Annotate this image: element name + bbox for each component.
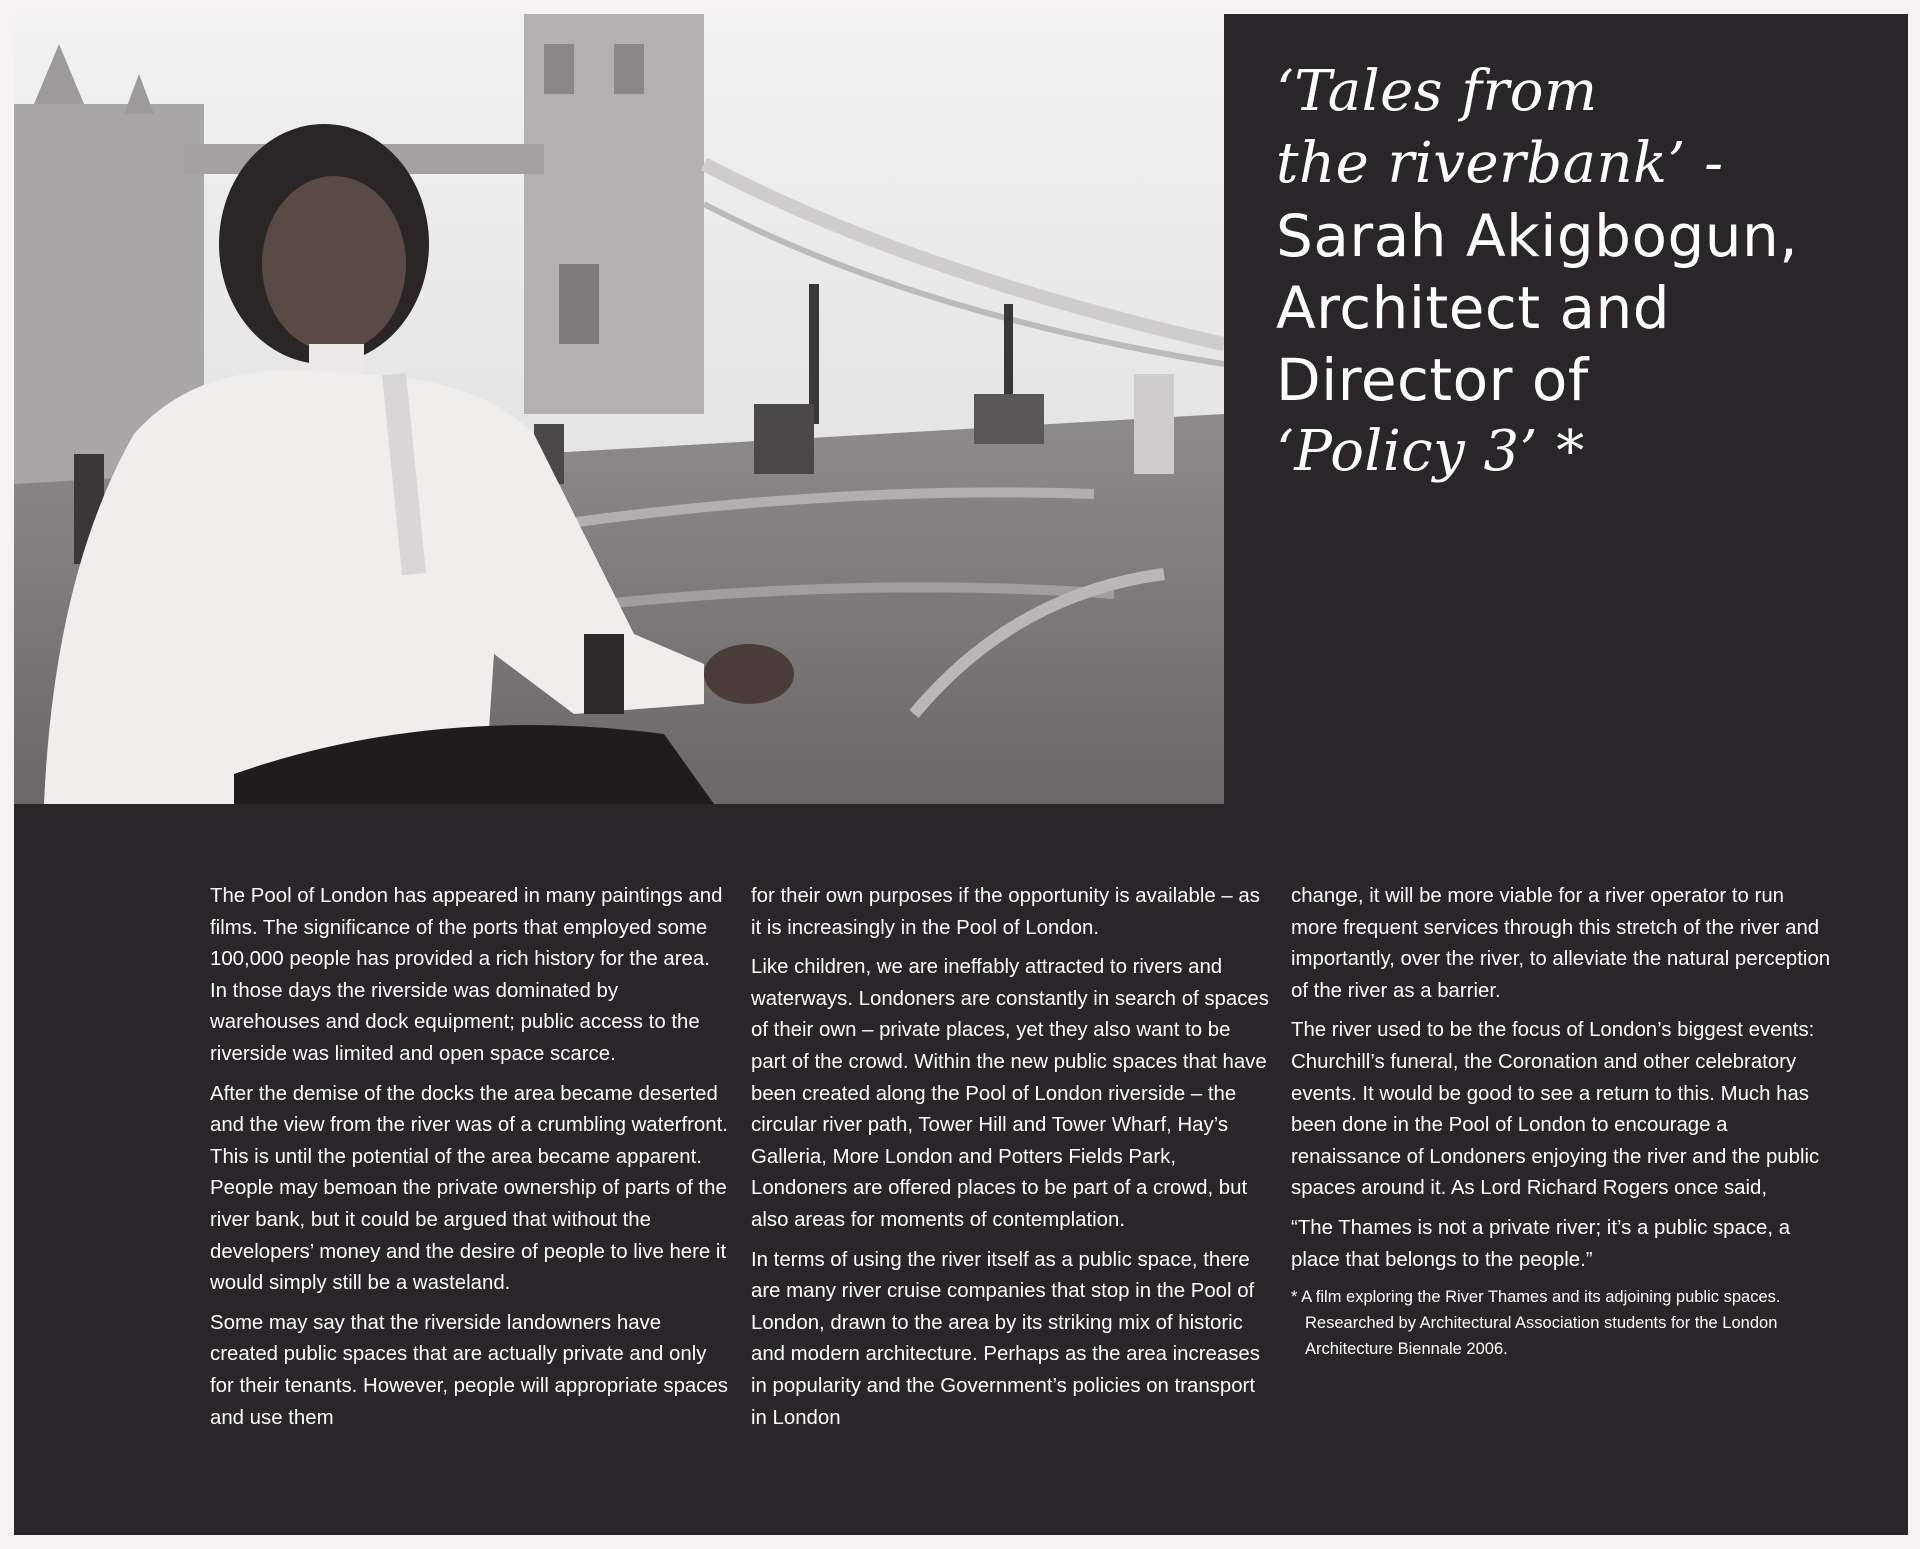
article-headline (1276, 56, 1896, 488)
paragraph: The river used to be the focus of London’s biggest events: Churchill’s funeral, the Coronation and other celebratory events. It would be good to see a return to this. Much has been done in the Pool of London to encourage a renaissance of Londoners enjoying the river and the public spaces around it. As Lord Richard Rogers once said, (1291, 1019, 1820, 1200)
paragraph: change, it will be more viable for a river operator to run more frequent services through this stretch of the river and importantly, over the river, to alleviate the natural perception of the river as a barrier. (1291, 885, 1831, 1002)
paragraph: for their own purposes if the opportunity is available – as it is increasingly in the Pool of London. (751, 885, 1260, 939)
paragraph: Like children, we are ineffably attracted to rivers and waterways. Londoners are constantly in search of spaces of their own – private places, yet they also want to be part of the crowd. Within the new public spaces that have been created along the Pool of London riverside – the circular river path, Tower Hill and Tower Wharf, Hay’s Galleria, More London and Potters Fields Park, Londoners are offered places to be part of a crowd, but also areas for moments of contemplation. (751, 956, 1269, 1231)
headline-line-6: ‘Policy 3’ * (1276, 419, 1585, 484)
paragraph: In terms of using the river itself as a public space, there are many river cruise companies that stop in the Pool of London, drawn to the area by its striking mix of historic and modern architecture. Perhaps as the area increases in popularity and the Government’s policies on transport in London (751, 1248, 1260, 1429)
headline-line-1: ‘Tales from (1276, 59, 1598, 124)
magazine-page (14, 14, 1908, 1535)
article-column-2 (751, 881, 1271, 1442)
paragraph: After the demise of the docks the area became deserted and the view from the river was of a crumbling waterfront. This is until the potential of the area became apparent. People may bemoan the private ownership of parts of the river bank, but it could be argued that without the developers’ money and the desire of people to live here it would simply still be a wasteland. (210, 1082, 728, 1295)
headline-line-2: the riverbank’ - (1276, 131, 1724, 196)
headline-line-4: Architect and (1276, 274, 1671, 342)
quote: “The Thames is not a private river; it’s a public space, a place that belongs to the people.” (1291, 1216, 1791, 1271)
article-column-3 (1291, 881, 1831, 1370)
portrait-photo (14, 14, 1224, 804)
headline-line-5: Director of (1276, 346, 1589, 414)
headline-line-3: Sarah Akigbogun, (1276, 202, 1799, 270)
paragraph: Some may say that the riverside landowners have created public spaces that are actually private and only for their tenants. However, people will appropriate spaces and use them (210, 1311, 728, 1429)
photo-illustration (14, 14, 1224, 804)
article-column-1 (210, 881, 730, 1442)
paragraph: The Pool of London has appeared in many paintings and films. The significance of the ports that employed some 100,000 people has provided a rich history for the area. In those days the riverside was dominated by warehouses and dock equipment; public access to the riverside was limited and open space scarce. (210, 885, 723, 1065)
footnote: * A film exploring the River Thames and its adjoining public spaces. Researched by Architectural Association students for the London Architecture Biennale 2006. (1291, 1288, 1781, 1359)
